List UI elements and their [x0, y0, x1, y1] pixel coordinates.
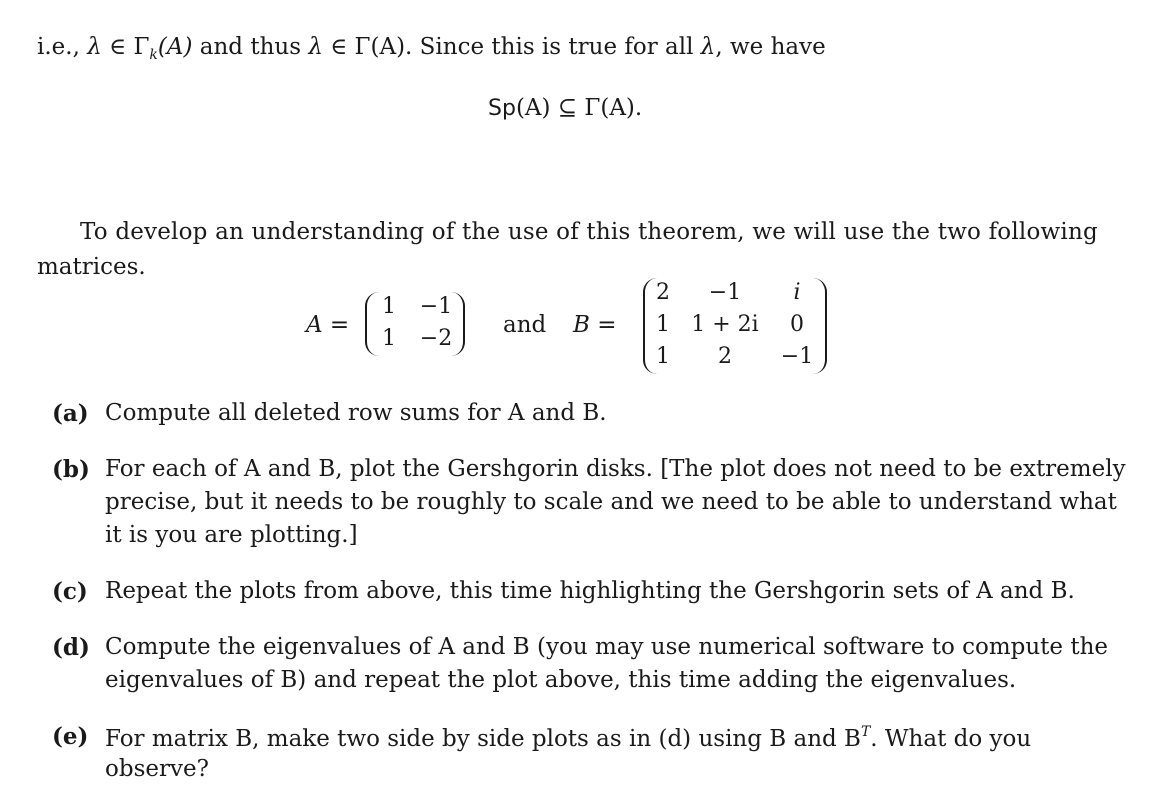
matrix-b-cell: 1 + 2i: [691, 312, 759, 337]
lambda-symbol: λ: [87, 34, 102, 60]
and-thus-text: and thus: [192, 34, 309, 60]
lambda-symbol-3: λ: [700, 34, 716, 60]
matrix-b-cell: 1: [656, 312, 670, 337]
sp-operator: Sp: [488, 96, 516, 121]
matrix-a-cell: −2: [419, 326, 453, 351]
matrix-b-label: B =: [573, 312, 617, 338]
item-b-text-2: precise, but it needs to be roughly to scale and we need to be able to understand what: [105, 489, 1117, 515]
item-e-text-2: observe?: [105, 756, 209, 782]
matrix-a-cell: 1: [382, 326, 396, 351]
item-d-text-2: eigenvalues of B) and repeat the plot above, this time adding the eigenvalues.: [105, 667, 1017, 693]
subscript-k: k: [149, 47, 158, 63]
matrix-b-cell: −1: [708, 280, 742, 305]
matrix-b: [643, 278, 827, 374]
matrix-b-cell: 0: [790, 312, 804, 337]
matrix-a-label: A =: [306, 312, 350, 338]
in-gamma-sentence: ∈ Γ(A). Since this is true for all: [322, 34, 701, 60]
display-equation: [488, 97, 642, 120]
matrix-a-cell: −1: [419, 294, 453, 319]
left-paren: [365, 292, 379, 356]
item-b-text-3: it is you are plotting.]: [105, 522, 358, 548]
in-gamma-text: ∈ Γ: [101, 34, 150, 60]
matrix-b-cell: i: [793, 280, 801, 305]
item-b-text-1: For each of A and B, plot the Gershgorin disks. [The plot does not need to be extremely: [105, 456, 1126, 482]
intro-line: [37, 36, 826, 62]
matrix-b-cell: 2: [656, 280, 670, 305]
arg-a: (A): [157, 34, 193, 60]
matrix-a-cell: 1: [382, 294, 396, 319]
we-have-text: , we have: [715, 34, 826, 60]
item-b-label: (b): [52, 456, 90, 483]
lambda-symbol-2: λ: [308, 34, 323, 60]
item-e-text-1: [105, 725, 1031, 751]
matrix-b-cell: 1: [656, 344, 670, 369]
item-a-text: Compute all deleted row sums for A and B.: [105, 400, 607, 426]
display-rest: (A) ⊆ Γ(A).: [515, 95, 643, 121]
matrix-b-cell: 2: [718, 344, 732, 369]
item-d-label: (d): [52, 634, 90, 661]
intro-lead: i.e.,: [37, 34, 88, 60]
item-c-label: (c): [52, 578, 88, 605]
paragraph-line-1: To develop an understanding of the use of this theorem, we will use the two following: [80, 219, 1098, 245]
and-word: and: [503, 312, 547, 338]
item-d-text-1: Compute the eigenvalues of A and B (you may use numerical software to compute the: [105, 634, 1109, 660]
matrix-b-cell: −1: [780, 344, 814, 369]
item-a-label: (a): [52, 400, 89, 427]
item-c-text: Repeat the plots from above, this time highlighting the Gershgorin sets of A and B.: [105, 578, 1075, 604]
item-e-text-main: For matrix B, make two side by side plots as in (d) using B and B: [105, 726, 861, 752]
matrix-a: [365, 292, 465, 356]
transpose-superscript: T: [860, 724, 871, 740]
item-e-text-tail: . What do you: [870, 726, 1032, 752]
item-e-label: (e): [52, 723, 89, 750]
paragraph-line-2: matrices.: [37, 254, 146, 280]
